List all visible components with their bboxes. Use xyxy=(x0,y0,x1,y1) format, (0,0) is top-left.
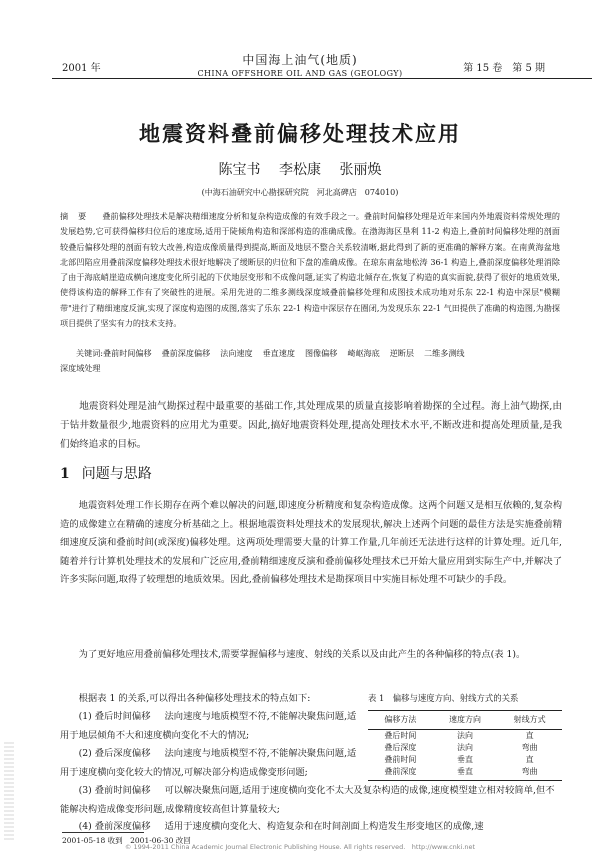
list-item-text: 法向速度与地质模型不符,不能解决聚焦问题,适用于地层倾角不大和速度横向变化不大的情况; xyxy=(60,711,357,741)
table-header-cell: 速度方向 xyxy=(433,711,498,730)
section-heading xyxy=(60,463,152,483)
table-cell: 弯曲 xyxy=(497,766,562,781)
table-header-cell: 射线方式 xyxy=(497,711,562,730)
table-cell: 叠后时间 xyxy=(384,731,417,740)
table-cell: 垂直 xyxy=(433,766,498,781)
section-number: 1 xyxy=(60,466,70,482)
abstract-text: 叠前偏移处理技术是解决精细速度分析和复杂构造成像的有效手段之一。叠前时间偏移处理是近年来国内外地震资料常规处理的发展趋势,它可获得偏移归位后的速度场,适用于陡倾角构造和深部构造的准确成像。在渤海海区垦利 11-2 构造上,叠前时间偏移处理的剖面较叠后偏移处理的剖面有较大改善,构造成像质量得到提高,断面及地层不整合关系较清晰,据此得到了新的更准确的解释方案。在南黄海盆地北部凹陷应用叠前深度偏移处理技术很好地解决了缓断层的归位和下盘的准确成像。在琼东南盆地松涛 36-1 构造上,叠前深度偏移处理消除了由于海底峭崖造成横向速度变化所引起的下伏地层变形和不成像问题,证实了构造北倾存在,恢复了构造的真实面貌,获得了很好的地质效果,使得该构造的解释工作有了突破性的进展。采用先进的二维多测线深度域叠前偏移处理和成图技术成功地对乐东 22-1 构造中深层"模糊带"进行了精细速度反演,实现了深度构造图的成图,落实了乐东 22-1 构造中深层存在圈闭,为发现乐东 22-1 气田提供了准确的构造图,为勘探项目提供了坚实有力的技术支持。 xyxy=(60,211,560,329)
keywords xyxy=(60,346,560,377)
list-item xyxy=(60,708,362,745)
abstract xyxy=(60,209,560,331)
keyword: 崎岖海底 xyxy=(347,348,380,358)
table-cell: 直 xyxy=(525,731,534,740)
list-item-text: 可以解决聚焦问题,适用于速度横向变化不太大及复杂构造的成像,速度模型建立相对较简单,但不能解决构造成像变形问题,成像精度较高但计算量较大; xyxy=(60,785,555,815)
table-1 xyxy=(368,692,562,781)
keyword: 二维多测线 xyxy=(424,348,465,358)
author-affiliation: (中海石油研究中心勘探研究院 河北高碑店 074010) xyxy=(201,188,399,197)
keyword: 法向速度 xyxy=(220,348,253,358)
section-paragraph: 为了更好地应用叠前偏移处理技术,需要掌握偏移与速度、射线的关系以及由此产生的各种偏移的特点(表 1)。 xyxy=(78,649,526,660)
table-cell: 垂直 xyxy=(456,755,473,764)
header-year: 2001 年 xyxy=(62,63,101,74)
intro-paragraph: 地震资料处理是油气勘探过程中最重要的基础工作,其处理成果的质量直接影响着勘探的全过程。海上油气勘探,由于钻井数量很少,地震资料的应用尤为重要。因此,搞好地震资料处理,提高处理技术水平,不断改进和提高处理质量,是我们始终追求的目标。 xyxy=(60,401,562,450)
paper-title: 地震资料叠前偏移处理技术应用 xyxy=(139,121,461,146)
table-cell: 法向 xyxy=(456,743,473,752)
keyword: 逆断层 xyxy=(389,348,415,358)
author-1: 陈宝书 xyxy=(218,162,261,178)
section-paragraph: 根据表 1 的关系,可以得出各种偏移处理技术的特点如下: xyxy=(78,693,311,704)
abstract-label: 摘要 xyxy=(60,211,97,221)
list-item xyxy=(60,745,362,782)
journal-name-en: CHINA OFFSHORE OIL AND GAS (GEOLOGY) xyxy=(197,69,403,78)
table-header-cell: 偏移方法 xyxy=(368,711,433,730)
list-item-marker: (1) 叠后时间偏移 xyxy=(78,711,151,722)
section-paragraph: 地震资料处理工作长期存在两个难以解决的问题,即速度分析精度和复杂构造成像。这两个问题又是相互依赖的,复杂构造的成像建立在精确的速度分析基础之上。根据地震资料处理技术的发展现状,解决上述两个问题的最佳方法是实施叠前精细速度反演和叠前时间(或深度)偏移处理。这两项处理需要大量的计算工作量,几年前还无法进行这样的计算处理。近几年,随着并行计算机处理技术的发展和广泛应用,叠前精细速度反演和叠前偏移处理技术已开始大量应用到实际生产中,并解决了许多实际问题,取得了较理想的地质效果。因此,叠前偏移处理技术是勘探项目中实施目标处理不可缺少的手段。 xyxy=(60,500,562,586)
table-caption: 表 1 偏移与速度方向、射线方式的关系 xyxy=(368,693,519,703)
scan-margin-strip xyxy=(4,740,14,840)
table-cell: 直 xyxy=(525,755,534,764)
keyword: 图像偏移 xyxy=(304,348,338,358)
keywords-label: 关键词: xyxy=(76,348,104,358)
section-title: 问题与思路 xyxy=(81,466,152,482)
footnote-rule xyxy=(62,832,144,833)
table-cell: 叠后深度 xyxy=(384,743,417,752)
table-row xyxy=(368,766,562,781)
keyword: 垂直速度 xyxy=(262,348,295,358)
copyright-footer: © 1994-2011 China Academic Journal Electronic Publishing House. All rights reserved. http://www.cnki.net xyxy=(124,843,476,851)
list-item-text: 法向速度与地质模型不符,不能解决聚焦问题,适用于速度横向变化较大的情况,可解决部分构造成像变形问题; xyxy=(60,748,357,778)
author-2: 李松康 xyxy=(279,162,321,178)
author-3: 张丽焕 xyxy=(339,162,382,178)
header-volume-issue: 第 15 卷 第 5 期 xyxy=(463,63,545,74)
table-cell: 法向 xyxy=(456,731,473,740)
header-rule xyxy=(52,78,592,79)
footnote-dates: 2001-05-18 收到 2001-06-30 改回 xyxy=(62,836,191,845)
list-item xyxy=(60,782,562,819)
keyword: 叠前深度偏移 xyxy=(161,348,211,358)
keyword: 叠前时间偏移 xyxy=(103,348,152,358)
table-header-row xyxy=(368,711,562,730)
data-table xyxy=(368,710,562,781)
list-item-marker: (2) 叠后深度偏移 xyxy=(78,748,151,759)
table-row xyxy=(368,754,562,766)
table-row xyxy=(368,742,562,754)
list-item-marker: (4) 叠前深度偏移 xyxy=(78,821,151,832)
table-row xyxy=(368,730,562,743)
list-item-marker: (3) 叠前时间偏移 xyxy=(78,785,151,796)
table-cell: 叠前深度 xyxy=(368,766,433,781)
table-cell: 弯曲 xyxy=(521,743,538,752)
list-item xyxy=(60,818,562,837)
author-list xyxy=(0,159,600,179)
list-item-text: 适用于速度横向变化大、构造复杂和在时间剖面上构造发生形变地区的成像,速 xyxy=(164,821,484,832)
table-cell: 叠前时间 xyxy=(384,755,417,764)
journal-name-cn: 中国海上油气(地质) xyxy=(242,53,358,67)
keyword: 深度域处理 xyxy=(60,363,101,374)
